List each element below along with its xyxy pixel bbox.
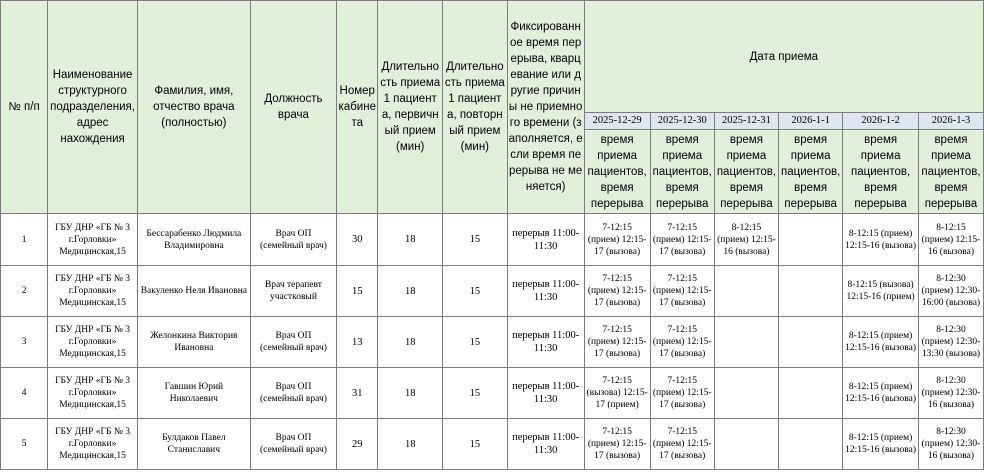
row-primary-duration: 18 — [378, 368, 443, 419]
schedule-subheader: время приема пациентов, время перерыва — [714, 130, 778, 214]
header-unit: Наименование структурного подразделения, адрес нахождения — [48, 1, 138, 214]
row-room: 31 — [337, 368, 378, 419]
header-room: Номер кабинета — [337, 1, 378, 214]
schedule-cell: 8-12:15 (прием) 12:15-16 (вызова) — [918, 214, 983, 266]
schedule-cell: 7-12:15 (прием) 12:15-17 (вызова) — [584, 214, 650, 266]
row-doctor-name: Бессарабенко Людмила Владимировна — [137, 214, 250, 266]
row-position: Врач ОП (семейный врач) — [250, 317, 336, 368]
row-repeat-duration: 15 — [443, 368, 508, 419]
schedule-cell: 7-12:15 (прием) 12:15-17 (вызова) — [650, 214, 714, 266]
row-position: Врач терапевт участковый — [250, 266, 336, 317]
header-doctor: Фамилия, имя, отчество врача (полностью) — [137, 1, 250, 214]
date-header: 2025-12-29 — [584, 113, 650, 130]
schedule-subheader: время приема пациентов, время перерыва — [843, 130, 919, 214]
schedule-cell — [779, 266, 843, 317]
header-primary: Длительность приема 1 пациента, первичный прием (мин) — [378, 1, 443, 214]
schedule-cell — [779, 214, 843, 266]
schedule-cell: 7-12:15 (прием) 12:15-17 (вызова) — [650, 266, 714, 317]
row-repeat-duration: 15 — [443, 266, 508, 317]
row-repeat-duration: 15 — [443, 317, 508, 368]
schedule-subheader: время приема пациентов, время перерыва — [779, 130, 843, 214]
row-number: 4 — [1, 368, 48, 419]
schedule-cell — [779, 419, 843, 470]
table-row — [1, 214, 984, 266]
row-position: Врач ОП (семейный врач) — [250, 368, 336, 419]
row-unit: ГБУ ДНР «ГБ № 3 г.Горловки» Медицинская,15 — [48, 214, 138, 266]
row-repeat-duration: 15 — [443, 214, 508, 266]
schedule-subheader: время приема пациентов, время перерыва — [918, 130, 983, 214]
schedule-cell — [714, 317, 778, 368]
row-unit: ГБУ ДНР «ГБ № 3 г.Горловки» Медицинская,15 — [48, 368, 138, 419]
schedule-cell: 8-12:15 (прием) 12:15-16 (вызова) — [843, 419, 919, 470]
row-primary-duration: 18 — [378, 266, 443, 317]
schedule-subheader: время приема пациентов, время перерыва — [584, 130, 650, 214]
date-header: 2026-1-1 — [779, 113, 843, 130]
row-break: перерыв 11:00-11:30 — [507, 266, 584, 317]
schedule-cell: 8-12:30 (прием) 12:30-13:30 (вызова) — [918, 317, 983, 368]
table-row — [1, 266, 984, 317]
schedule-cell — [714, 266, 778, 317]
row-room: 30 — [337, 214, 378, 266]
row-unit: ГБУ ДНР «ГБ № 3 г.Горловки» Медицинская,15 — [48, 419, 138, 470]
schedule-cell: 8-12:15 (прием) 12:15-16 (вызова) — [843, 368, 919, 419]
header-date-group: Дата приема — [584, 1, 983, 113]
schedule-subheader: время приема пациентов, время перерыва — [650, 130, 714, 214]
schedule-cell: 7-12:15 (прием) 12:15-17 (вызова) — [584, 266, 650, 317]
date-header: 2026-1-3 — [918, 113, 983, 130]
schedule-cell — [714, 368, 778, 419]
row-room: 13 — [337, 317, 378, 368]
row-break: перерыв 11:00-11:30 — [507, 368, 584, 419]
row-primary-duration: 18 — [378, 214, 443, 266]
schedule-cell: 7-12:15 (прием) 12:15-17 (вызова) — [650, 368, 714, 419]
schedule-cell — [779, 368, 843, 419]
schedule-cell: 8-12:30 (прием) 12:30-16:00 (вызова) — [918, 266, 983, 317]
table-row — [1, 368, 984, 419]
row-primary-duration: 18 — [378, 317, 443, 368]
table-row — [1, 317, 984, 368]
row-primary-duration: 18 — [378, 419, 443, 470]
row-number: 5 — [1, 419, 48, 470]
schedule-cell — [714, 419, 778, 470]
schedule-cell: 8-12:15 (прием) 12:15-16 (вызова) — [843, 317, 919, 368]
schedule-cell: 7-12:15 (прием) 12:15-17 (вызова) — [650, 419, 714, 470]
row-break: перерыв 11:00-11:30 — [507, 214, 584, 266]
row-number: 2 — [1, 266, 48, 317]
schedule-cell: 8-12:15 (прием) 12:15-16 (вызова) — [843, 214, 919, 266]
row-break: перерыв 11:00-11:30 — [507, 419, 584, 470]
row-number: 1 — [1, 214, 48, 266]
schedule-cell: 8-12:15 (прием) 12:15-16 (вызова) — [714, 214, 778, 266]
date-header: 2025-12-31 — [714, 113, 778, 130]
schedule-cell: 8-12:30 (прием) 12:30-16 (вызова) — [918, 419, 983, 470]
row-position: Врач ОП (семейный врач) — [250, 419, 336, 470]
row-break: перерыв 11:00-11:30 — [507, 317, 584, 368]
schedule-cell: 7-12:15 (вызова) 12:15-17 (прием) — [584, 368, 650, 419]
row-unit: ГБУ ДНР «ГБ № 3 г.Горловки» Медицинская,15 — [48, 266, 138, 317]
row-room: 15 — [337, 266, 378, 317]
row-doctor-name: Булдаков Павел Станиславич — [137, 419, 250, 470]
schedule-cell: 7-12:15 (прием) 12:15-17 (вызова) — [584, 317, 650, 368]
row-position: Врач ОП (семейный врач) — [250, 214, 336, 266]
row-number: 3 — [1, 317, 48, 368]
header-break: Фиксированное время перерыва, кварцевание или другие причины не приемного времени (заполняется, если время перерыва не меняется) — [507, 1, 584, 214]
row-unit: ГБУ ДНР «ГБ № 3 г.Горловки» Медицинская,15 — [48, 317, 138, 368]
schedule-cell: 8-12:30 (прием) 12:30-16 (вызова) — [918, 368, 983, 419]
schedule-cell: 7-12:15 (прием) 12:15-17 (вызова) — [650, 317, 714, 368]
schedule-cell: 8-12:15 (вызова) 12:15-16 (прием) — [843, 266, 919, 317]
date-header: 2026-1-2 — [843, 113, 919, 130]
schedule-cell: 7-12:15 (прием) 12:15-17 (вызова) — [584, 419, 650, 470]
row-room: 29 — [337, 419, 378, 470]
header-position: Должность врача — [250, 1, 336, 214]
row-repeat-duration: 15 — [443, 419, 508, 470]
schedule-cell — [779, 317, 843, 368]
header-repeat: Длительность приема 1 пациента, повторный прием (мин) — [443, 1, 508, 214]
row-doctor-name: Желонкина Виктория Ивановна — [137, 317, 250, 368]
header-num: № п/п — [1, 1, 48, 214]
row-doctor-name: Гавшин Юрий Николаевич — [137, 368, 250, 419]
table-row — [1, 419, 984, 470]
row-doctor-name: Вакуленко Неля Ивановна — [137, 266, 250, 317]
date-header: 2025-12-30 — [650, 113, 714, 130]
